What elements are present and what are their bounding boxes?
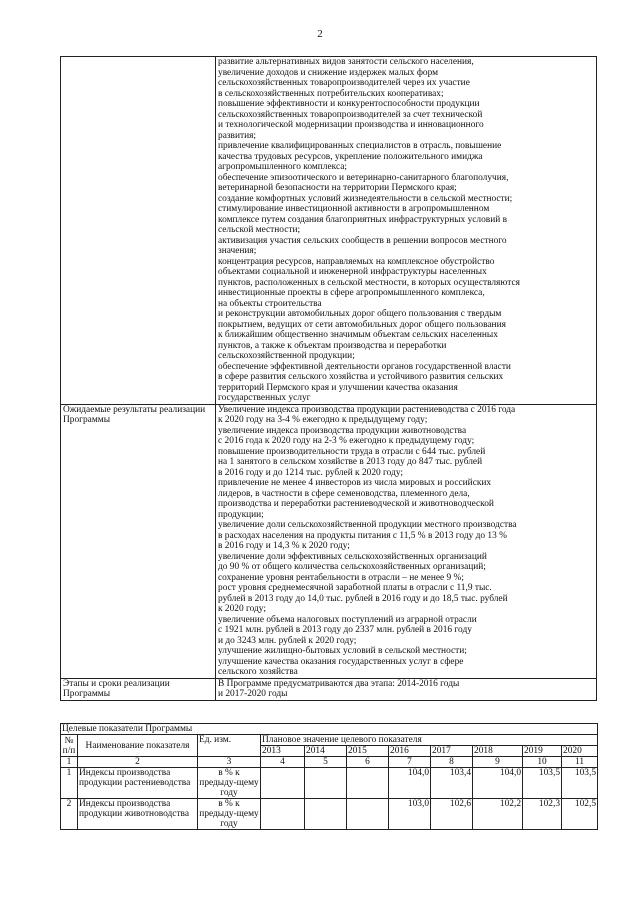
task-line: активизация участия сельских сообществ в решении вопросов местного (218, 235, 507, 246)
indicator-value (305, 799, 347, 830)
indicator-value (261, 799, 305, 830)
indicators-table (60, 723, 598, 830)
result-line: лидеров, в частности в сфере семеноводства, племенного дела, (218, 488, 470, 499)
row-number: 1 (61, 768, 78, 799)
indicator-value: 103,0 (389, 799, 431, 830)
task-line: развития; (218, 130, 257, 141)
expected-results-row (61, 404, 597, 678)
indicator-value: 103,5 (523, 768, 562, 799)
year-header: 2017 (431, 746, 473, 757)
stages-label: Этапы и сроки реализации Программы (61, 678, 216, 700)
year-header: 2018 (473, 746, 523, 757)
task-line: пунктов, расположенных в сельской местности, в которых осуществляются (218, 277, 520, 288)
result-line: увеличение доли сельскохозяйственной продукции местного производства (218, 520, 517, 530)
result-line: повышение производительности труда в отрасли с 644 тыс. рублей (218, 446, 486, 457)
task-line: сельской местности; (218, 225, 301, 235)
result-line: в 2016 году и до 1214 тыс. рублей к 2020 году; (218, 467, 404, 478)
indicator-value (347, 799, 389, 830)
result-line: увеличение доли эффективных сельскохозяйственных организаций (218, 551, 487, 562)
column-number: 11 (562, 757, 598, 768)
result-line: привлечение не менее 4 инвесторов из числа мировых и российских (218, 478, 492, 488)
year-header: 2015 (347, 746, 389, 757)
result-line: и до 3243 млн. рублей к 2020 году; (218, 635, 357, 646)
task-line: обеспечение эпизоотического и ветеринарно-санитарного благополучия, (218, 172, 509, 183)
indicator-name: Индексы производства продукции животноводства (78, 799, 198, 830)
result-line: рост уровня среднемесячной заработной платы в отрасли с 11,9 тыс. (218, 583, 492, 593)
indicator-value: 103,4 (431, 768, 473, 799)
task-line: привлечение квалифицированных специалистов в отрасль, повышение (218, 141, 502, 151)
year-header: 2020 (562, 746, 598, 757)
task-line: пунктов, а также к объектам производства и переработки (218, 340, 447, 351)
column-number: 4 (261, 757, 305, 768)
stages-cell (216, 678, 597, 700)
stage-line: В Программе предусматриваются два этапа: 2014-2016 годы (218, 678, 460, 689)
tasks-row (61, 57, 597, 405)
indicator-value: 104,0 (389, 768, 431, 799)
task-line: стимулирование инвестиционной активности в агропромышленном (218, 204, 490, 214)
result-line: Увеличение индекса производства продукции растениеводства с 2016 года (218, 404, 516, 415)
indicator-value (261, 768, 305, 799)
stage-line: и 2017-2020 годы (218, 689, 288, 699)
result-line: в расходах населения на продукты питания с 11,5 % в 2013 году до 13 % (218, 530, 507, 541)
year-header: 2016 (389, 746, 431, 757)
result-line: сельского хозяйства (218, 667, 298, 677)
expected-results-label: Ожидаемые результаты реализации Программы (61, 404, 216, 678)
indicator-value: 103,5 (562, 768, 598, 799)
column-number: 6 (347, 757, 389, 768)
column-number: 7 (389, 757, 431, 768)
indicator-value: 104,0 (473, 768, 523, 799)
result-line: сохранение уровня рентабельности в отрасли – не менее 9 %; (218, 572, 464, 583)
task-line: увеличение доходов и снижение издержек малых форм (218, 67, 439, 78)
header-num: № п/п (61, 735, 78, 757)
header-unit: Ед. изм. (198, 735, 261, 757)
task-line: обеспечение эффективной деятельности органов государственной власти (218, 361, 511, 372)
year-header: 2014 (305, 746, 347, 757)
column-number: 8 (431, 757, 473, 768)
column-number: 3 (198, 757, 261, 768)
tasks-label-cell (61, 57, 216, 405)
result-line: в 2016 году и 14,3 % к 2020 году; (218, 541, 350, 551)
result-line: к 2020 году; (218, 604, 266, 614)
column-numbers-row (61, 757, 598, 768)
task-line: сельскохозяйственных товаропроизводителей за счет технической (218, 109, 483, 120)
result-line: производства и переработки растениеводческой и животноводческой (218, 499, 494, 509)
result-line: к 2020 году на 3-4 % ежегодно к предыдущему году; (218, 415, 428, 425)
page-number: 2 (317, 28, 323, 40)
row-number: 2 (61, 799, 78, 830)
task-line: концентрация ресурсов, направляемых на комплексное обустройство (218, 256, 495, 267)
task-line: в сфере развития сельского хозяйства и устойчивого развития сельских (218, 372, 504, 382)
indicator-value: 102,2 (473, 799, 523, 830)
passport-table (60, 56, 597, 701)
header-row (61, 735, 598, 746)
column-number: 5 (305, 757, 347, 768)
result-line: на 1 занятого в сельском хозяйстве в 2013 году до 847 тыс. рублей (218, 457, 483, 467)
result-line: увеличение объема налоговых поступлений из аграрной отрасли (218, 614, 477, 625)
tasks-cell (216, 57, 597, 405)
year-header: 2019 (523, 746, 562, 757)
result-line: с 1921 млн. рублей в 2013 году до 2337 млн. рублей в 2016 году (218, 625, 472, 635)
indicator-name: Индексы производства продукции растениеводства (78, 768, 198, 799)
column-number: 2 (78, 757, 198, 768)
task-line: на объекты строительства (218, 298, 322, 309)
task-line: сельскохозяйственной продукции; (218, 351, 355, 361)
task-line: в сельскохозяйственных потребительских кооперативах; (218, 88, 444, 99)
stages-row (61, 678, 597, 700)
result-line: улучшение качества оказания государственных услуг в сфере (218, 656, 464, 667)
result-line: до 90 % от общего количества сельскохозяйственных организаций; (218, 562, 486, 572)
task-line: комплексе путем создания благоприятных инфраструктурных условий в (218, 214, 508, 225)
task-line: значения; (218, 246, 257, 256)
task-line: территорий Пермского края и улучшении качества оказания (218, 382, 458, 393)
indicator-unit: в % к предыду-щему году (199, 768, 259, 798)
task-line: качества трудовых ресурсов, укрепление положительного имиджа (218, 151, 483, 162)
indicator-unit: в % к предыду-щему году (199, 799, 259, 829)
column-number: 10 (523, 757, 562, 768)
result-line: продукции; (218, 509, 264, 520)
header-planned: Плановое значение целевого показателя (261, 735, 598, 746)
task-line: и реконструкции автомобильных дорог общего пользования с твердым (218, 309, 502, 319)
task-line: и технологической модернизации производства и инновационного (218, 120, 484, 130)
task-line: ветеринарной безопасности на территории Пермского края; (218, 183, 457, 193)
indicator-value: 102,5 (562, 799, 598, 830)
year-header: 2013 (261, 746, 305, 757)
result-line: увеличение индекса производства продукции животноводства (218, 425, 467, 436)
indicator-value (347, 768, 389, 799)
table-row (61, 768, 598, 799)
result-line: рублей в 2013 году до 14,0 тыс. рублей в 2016 году и до 18,5 тыс. рублей (218, 593, 508, 604)
column-number: 1 (61, 757, 78, 768)
column-number: 9 (473, 757, 523, 768)
task-line: объектами социальной и инженерной инфраструктуры населенных (218, 267, 487, 277)
task-line: повышение эффективности и конкурентоспособности продукции (218, 99, 480, 109)
indicator-value (305, 768, 347, 799)
task-line: агропромышленного комплекса; (218, 162, 347, 172)
result-line: с 2016 года к 2020 году на 2-3 % ежегодно к предыдущему году; (218, 436, 475, 446)
table-row (61, 799, 598, 830)
task-line: государственных услуг (218, 393, 311, 403)
task-line: развитие альтернативных видов занятости сельского населения, (218, 57, 474, 67)
indicators-title: Целевые показатели Программы (61, 724, 598, 735)
header-name: Наименование показателя (78, 735, 198, 757)
indicators-body (61, 768, 598, 830)
indicators-title-row (61, 724, 598, 735)
task-line: покрытием, ведущих от сети автомобильных дорог общего пользования (218, 319, 506, 330)
task-line: сельскохозяйственных товаропроизводителей через их участие (218, 78, 470, 88)
result-line: улучшение жилищно-бытовых условий в сельской местности; (218, 646, 467, 656)
indicator-value: 102,3 (523, 799, 562, 830)
task-line: создание комфортных условий жизнедеятельности в сельской местности; (218, 193, 513, 204)
task-line: инвестиционные проекты в сфере агропромышленного комплекса, (218, 288, 485, 298)
task-line: к ближайшим общественно значимым объектам сельских населенных (218, 330, 498, 340)
indicator-value: 102,6 (431, 799, 473, 830)
expected-results-cell (216, 404, 597, 678)
